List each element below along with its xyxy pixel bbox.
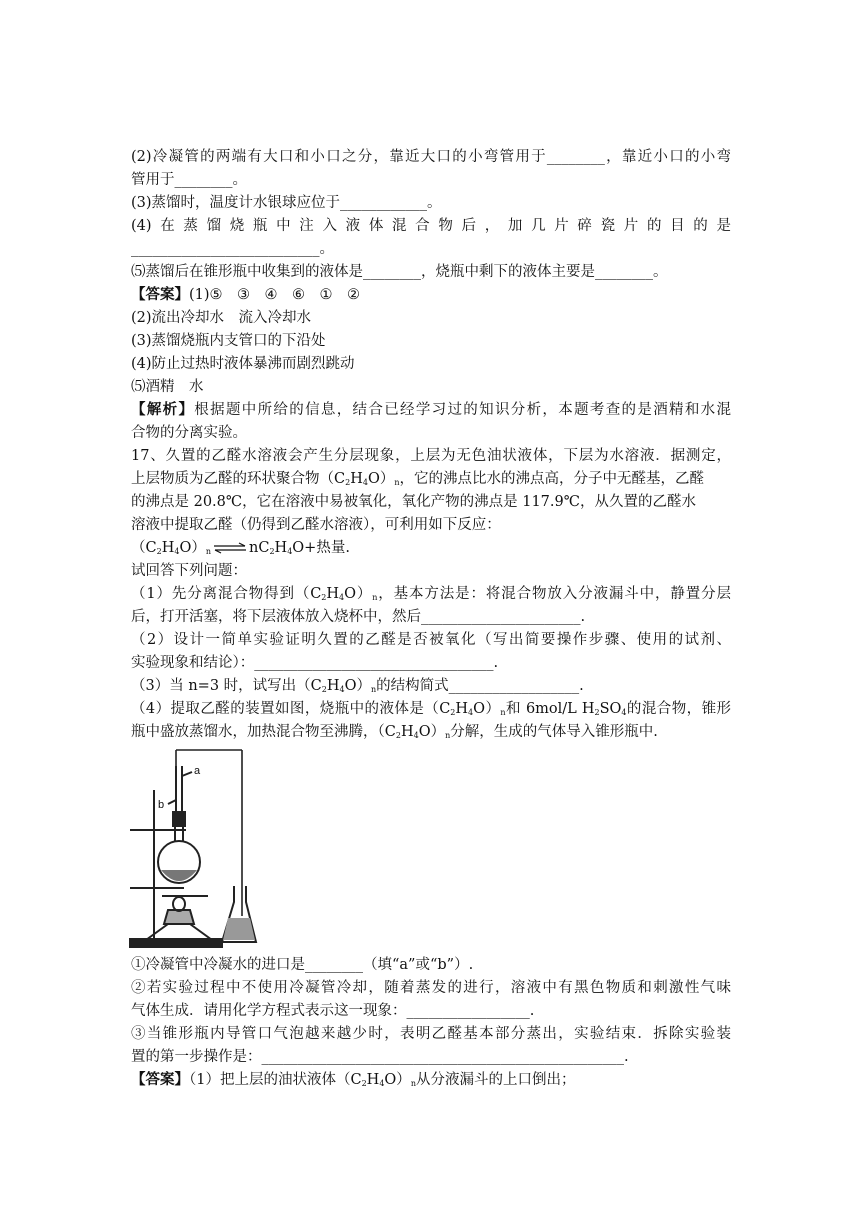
- q17-3-line: （3）当 n=3 时，试写出$(C_2H_4O)_n$的结构简式__________________.: [131, 678, 584, 694]
- q4-line1: (4)在蒸馏烧瓶中注入液体混合物后，加几片碎瓷片的目的是: [131, 218, 731, 234]
- q17-4-sub2-line1: ②若实验过程中不使用冷凝管冷却，随着蒸发的进行，溶液中有黑色物质和刺激性气味: [131, 980, 731, 996]
- q5-line: ⑸蒸馏后在锥形瓶中收集到的液体是________，烧瓶中剩下的液体主要是________。: [131, 264, 668, 280]
- q17-line4: 溶液中提取乙醛（仍得到乙醛水溶液），可利用如下反应：: [131, 517, 501, 533]
- q17-line3: 的沸点是 20.8℃，它在溶液中易被氧化，氧化产物的沸点是 117.9℃，从久置的乙醛水: [131, 494, 696, 510]
- questions-intro: 试回答下列问题：: [131, 563, 247, 579]
- answer-2: (2)流出冷却水 流入冷却水: [131, 310, 312, 326]
- q17-4-sub1: ①冷凝管中冷凝水的进口是________（填“a”或“b”）.: [131, 957, 474, 973]
- answer-4: (4)防止过热时液体暴沸而剧烈跳动: [131, 356, 355, 372]
- q17-4-line1: （4）提取乙醛的装置如图，烧瓶中的液体是$(C_2H_4O)_n$和 6mol/L $H_2SO_4$的混合物，锥形: [131, 701, 731, 717]
- q17-line2: 上层物质为乙醛的环状聚合物$(C_2H_4O)_n$，它的沸点比水的沸点高，分子中无醛基，乙醛: [131, 471, 704, 487]
- label-a: a: [194, 765, 201, 777]
- q17-1-line1: （1）先分离混合物得到$(C_2H_4O)_n$，基本方法是：将混合物放入分液漏斗中，静置分层: [131, 586, 732, 602]
- q17-2-line1: （2）设计一简单实验证明久置的乙醛是否被氧化（写出简要操作步骤、使用的试剂、: [131, 632, 731, 648]
- q17-line1: 17、久置的乙醛水溶液会产生分层现象，上层为无色油状液体，下层为水溶液．据测定，: [131, 448, 731, 464]
- reaction-equation: $(C_2H_4O)_n$ $nC_2H_4O+$热量.: [131, 540, 350, 556]
- analysis-tag: 【解析】: [131, 401, 195, 418]
- distillation-apparatus-figure: [128, 746, 264, 950]
- answer17-line1: 【答案】（1）把上层的油状液体$(C_2H_4O)_n$从分液漏斗的上口倒出；: [131, 1071, 576, 1088]
- q17-2-line2: 实验现象和结论）：_________________________________.: [131, 655, 499, 671]
- answer-1: (1)⑤ ③ ④ ⑥ ① ②: [189, 287, 361, 303]
- q17-4-line2: 瓶中盛放蒸馏水，加热混合物至沸腾，$(C_2H_4O)_n$分解，生成的气体导入锥形瓶中.: [131, 724, 658, 740]
- q17-4-sub3-line1: ③当锥形瓶内导管口气泡越来越少时，表明乙醛基本部分蒸出，实验结束．拆除实验装: [131, 1026, 731, 1042]
- q17-1-line2: 后，打开活塞，将下层液体放入烧杯中，然后______________________.: [131, 609, 586, 625]
- answer-line1: [131, 285, 731, 305]
- answer-3: (3)蒸馏烧瓶内支管口的下沿处: [131, 333, 326, 349]
- q3-line: (3)蒸馏时，温度计水银球应位于____________。: [131, 195, 442, 211]
- analysis-line1: 【解析】根据题中所给的信息，结合已经学习过的知识分析，本题考查的是酒精和水混: [131, 401, 731, 418]
- q2-line1: (2)冷凝管的两端有大口和小口之分，靠近大口的小弯管用于________，靠近小口的小弯: [131, 149, 731, 165]
- q17-4-sub2-line2: 气体生成．请用化学方程式表示这一现象：_________________.: [131, 1003, 535, 1019]
- answer-5: ⑸酒精 水: [131, 379, 204, 395]
- answer17-tag: 【答案】: [131, 1071, 189, 1088]
- q4-line2: __________________________。: [131, 241, 334, 257]
- q2-line2: 管用于________。: [131, 172, 247, 188]
- label-b: b: [158, 799, 165, 811]
- equilibrium-arrow-icon: [213, 542, 247, 554]
- q17-4-sub3-line2: 置的第一步操作是：__________________________________________________.: [131, 1049, 629, 1065]
- answer-tag: 【答案】: [131, 286, 189, 303]
- analysis-line2: 合物的分离实验。: [131, 425, 247, 441]
